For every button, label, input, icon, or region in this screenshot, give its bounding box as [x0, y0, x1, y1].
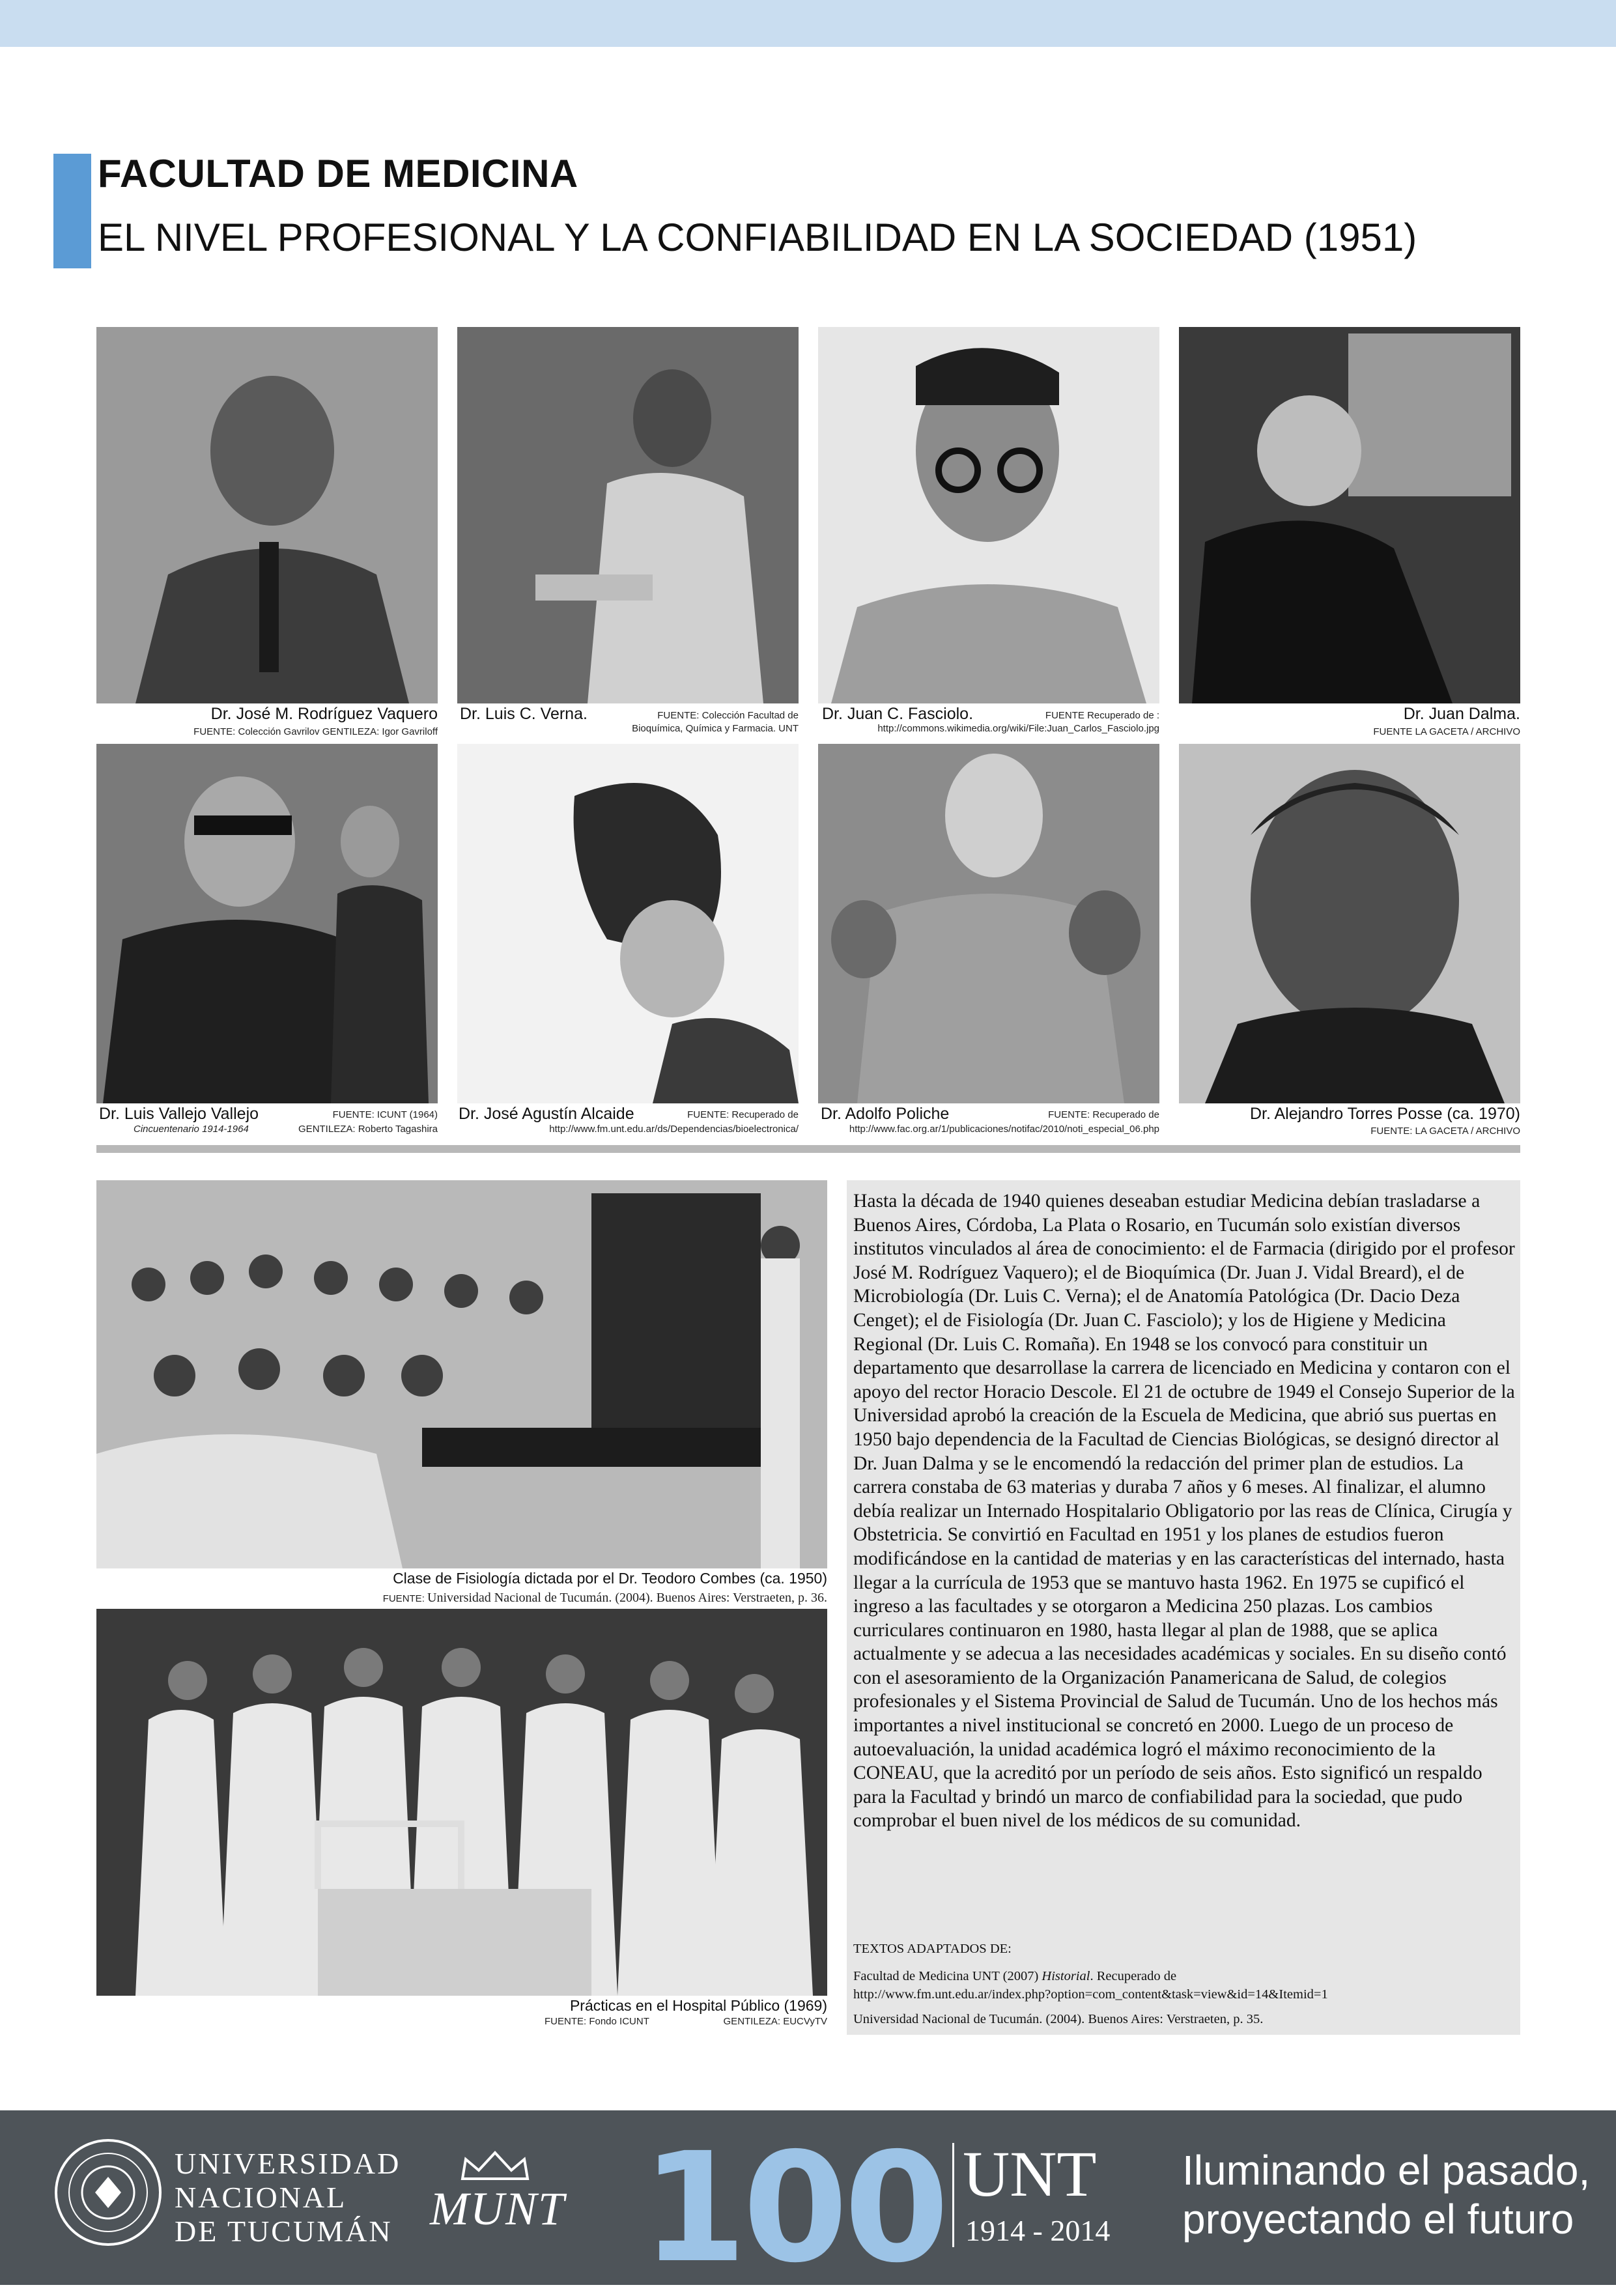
- portrait-source-dalma: FUENTE LA GACETA / ARCHIVO: [1373, 726, 1520, 737]
- reference-1-prefix: Facultad de Medicina UNT (2007): [853, 1969, 1042, 1983]
- reference-1-suffix: . Recuperado de: [1090, 1969, 1177, 1983]
- reference-1: [853, 1967, 1516, 1985]
- portrait-source-fasciolo-2: http://commons.wikimedia.org/wiki/File:Juan_Carlos_Fasciolo.jpg: [877, 723, 1159, 734]
- group-source-label-physiology: FUENTE:: [382, 1593, 425, 1604]
- footer-university-line-3: DE TUCUMÁN: [175, 2215, 393, 2248]
- page-subtitle: EL NIVEL PROFESIONAL Y LA CONFIABILIDAD EN LA SOCIEDAD (1951): [98, 216, 1417, 259]
- top-color-band: [0, 0, 1616, 47]
- portrait-name-torres-posse: Dr. Alejandro Torres Posse (ca. 1970): [1249, 1105, 1520, 1123]
- portrait-source-poliche-1: FUENTE: Recuperado de: [1048, 1109, 1159, 1120]
- portrait-photo-vallejo: [96, 744, 438, 1103]
- footer-university-line-1: UNIVERSIDAD: [175, 2147, 401, 2180]
- munt-crown-icon: [456, 2149, 534, 2182]
- group-photo-hospital-practice: [96, 1609, 827, 1996]
- portrait-source-alcaide-1: FUENTE: Recuperado de: [687, 1109, 799, 1120]
- portrait-source-fasciolo-1: FUENTE Recuperado de :: [1045, 710, 1159, 721]
- footer-years: 1914 - 2014: [965, 2214, 1111, 2247]
- group-caption-physiology: Clase de Fisiología dictada por el Dr. Teodoro Combes (ca. 1950): [393, 1570, 827, 1587]
- university-seal-icon: [53, 2138, 163, 2247]
- portrait-name-fasciolo: Dr. Juan C. Fasciolo.: [822, 705, 974, 723]
- group-source-hospital-1: FUENTE: Fondo ICUNT: [545, 2016, 649, 2027]
- portrait-name-rodriguez-vaquero: Dr. José M. Rodríguez Vaquero: [210, 705, 438, 723]
- portrait-name-poliche: Dr. Adolfo Poliche: [821, 1105, 950, 1123]
- footer-divider: [952, 2143, 954, 2247]
- section-divider: [96, 1145, 1520, 1153]
- references-heading: TEXTOS ADAPTADOS DE:: [853, 1942, 1012, 1956]
- portrait-name-dalma: Dr. Juan Dalma.: [1403, 705, 1520, 723]
- portrait-source-verna-2: Bioquímica, Química y Farmacia. UNT: [632, 723, 799, 734]
- portrait-photo-poliche: [818, 744, 1159, 1103]
- portrait-photo-torres-posse: [1179, 744, 1520, 1103]
- portrait-source-poliche-2: http://www.fac.org.ar/1/publicaciones/notifac/2010/noti_especial_06.php: [849, 1124, 1159, 1135]
- footer-slogan-2: proyectando el futuro: [1182, 2196, 1574, 2243]
- group-source-physiology: [96, 1591, 827, 1606]
- article-references: [853, 1940, 1516, 2028]
- portrait-source-rodriguez-vaquero: FUENTE: Colección Gavrilov GENTILEZA: Igor Gavriloff: [193, 726, 438, 737]
- footer-unt: UNT: [963, 2138, 1097, 2210]
- portrait-source-alcaide-2: http://www.fm.unt.edu.ar/ds/Dependencias/bioelectronica/: [549, 1124, 799, 1135]
- group-source-text-physiology: Universidad Nacional de Tucumán. (2004). Buenos Aires: Verstraeten, p. 36.: [427, 1591, 827, 1605]
- footer-slogan-1: Iluminando el pasado,: [1182, 2147, 1591, 2194]
- footer-munt-logo: MUNT: [430, 2183, 566, 2235]
- portrait-source-vallejo-2: GENTILEZA: Roberto Tagashira: [298, 1124, 438, 1135]
- portrait-source-torres-posse: FUENTE: LA GACETA / ARCHIVO: [1370, 1126, 1520, 1137]
- portrait-photo-fasciolo: [818, 327, 1159, 703]
- group-caption-hospital: Prácticas en el Hospital Público (1969): [569, 1997, 827, 2014]
- portrait-extra-vallejo: Cincuentenario 1914-1964: [134, 1124, 249, 1135]
- reference-2: Universidad Nacional de Tucumán. (2004). Buenos Aires: Verstraeten, p. 35.: [853, 2012, 1264, 2026]
- portrait-name-verna: Dr. Luis C. Verna.: [460, 705, 588, 723]
- portrait-name-vallejo: Dr. Luis Vallejo Vallejo: [99, 1105, 259, 1123]
- article-body: Hasta la década de 1940 quienes deseaban estudiar Medicina debían trasladarse a Buenos Aires, Córdoba, La Plata o Rosario, en Tucumán solo existían diversos institutos vinculados al área de conocimiento: el de Farmacia (dirigido por el profesor José M. Rodríguez Vaquero); el de Bioquímica (Dr. Juan J. Vidal Breard), el de Microbiología (Dr. Luis C. Verna); el de Anatomía Patológica (Dr. Dacio Deza Cenget); el de Fisiología (Dr. Juan C. Fasciolo); y los de Higiene y Medicina Regional (Dr. Luis C. Romaña). En 1948 se los convocó para constituir un departamento que desarrollase la carrera de licenciado en Medicina y contaron con el apoyo del rector Horacio Descole. El 21 de octubre de 1949 el Consejo Superior de la Universidad aprobó la creación de la Escuela de Medicina, que abrió sus puertas en 1950 bajo dependencia de la Facultad de Ciencias Biológicas, se designó director al Dr. Juan Dalma y se le encomendó la redacción del primer plan de estudios. La carrera constaba de 63 materias y duraba 7 años y 6 meses. Al finalizar, el alumno debía realizar un Internado Hospitalario Obligatorio por las reas de Clínica, Cirugía y Obstetricia. Se convirtió en Facultad en 1951 y los planes de estudios fueron modificándose en la cantidad de materias y en las características del internado, hasta llegar a la currícula de 1953 que se mantuvo hasta 1962. En 1975 se cupificó el ingreso a las facultades y se otorgaron a Medicina 250 plazas. Los cambios curriculares continuaron en 1980, hasta llegar al plan de 1988, que se aplica actualmente y se adecua a las necesidades académicas y sociales. En su diseño contó con el asesoramiento de la Organización Panamericana de Salud, de colegios profesionales y el Sistema Provincial de Salud de Tucumán. Uno de los hechos más importantes a nivel institucional se concretó en 2000. Luego de un proceso de autoevaluación, la unidad académica logró el máximo reconocimiento de la CONEAU, que la acreditó por un período de seis años. Esto significó un respaldo para la Facultad y brindó un marco de confiabilidad para la sociedad, que pudo comprobar el buen nivel de los médicos de su comunidad.: [853, 1191, 1515, 1832]
- portrait-source-verna-1: FUENTE: Colección Facultad de: [657, 710, 799, 721]
- portrait-photo-rodriguez-vaquero: [96, 327, 438, 703]
- portrait-name-alcaide: Dr. José Agustín Alcaide: [459, 1105, 634, 1123]
- reference-1-title: Historial: [1042, 1969, 1090, 1983]
- reference-1-url: http://www.fm.unt.edu.ar/index.php?option=com_content&task=view&id=14&Itemid=1: [853, 1987, 1328, 2002]
- footer-centenary-number: 100: [642, 2120, 946, 2296]
- page-title: FACULTAD DE MEDICINA: [98, 152, 578, 195]
- group-photo-physiology-class: [96, 1180, 827, 1568]
- group-source-hospital-2: GENTILEZA: EUCVyTV: [723, 2016, 827, 2027]
- title-accent-bar: [53, 154, 91, 268]
- portrait-photo-dalma: [1179, 327, 1520, 703]
- portrait-source-vallejo-1: FUENTE: ICUNT (1964): [332, 1109, 438, 1120]
- portrait-photo-verna: [457, 327, 799, 703]
- footer-university-line-2: NACIONAL: [175, 2181, 347, 2214]
- portrait-photo-alcaide: [457, 744, 799, 1103]
